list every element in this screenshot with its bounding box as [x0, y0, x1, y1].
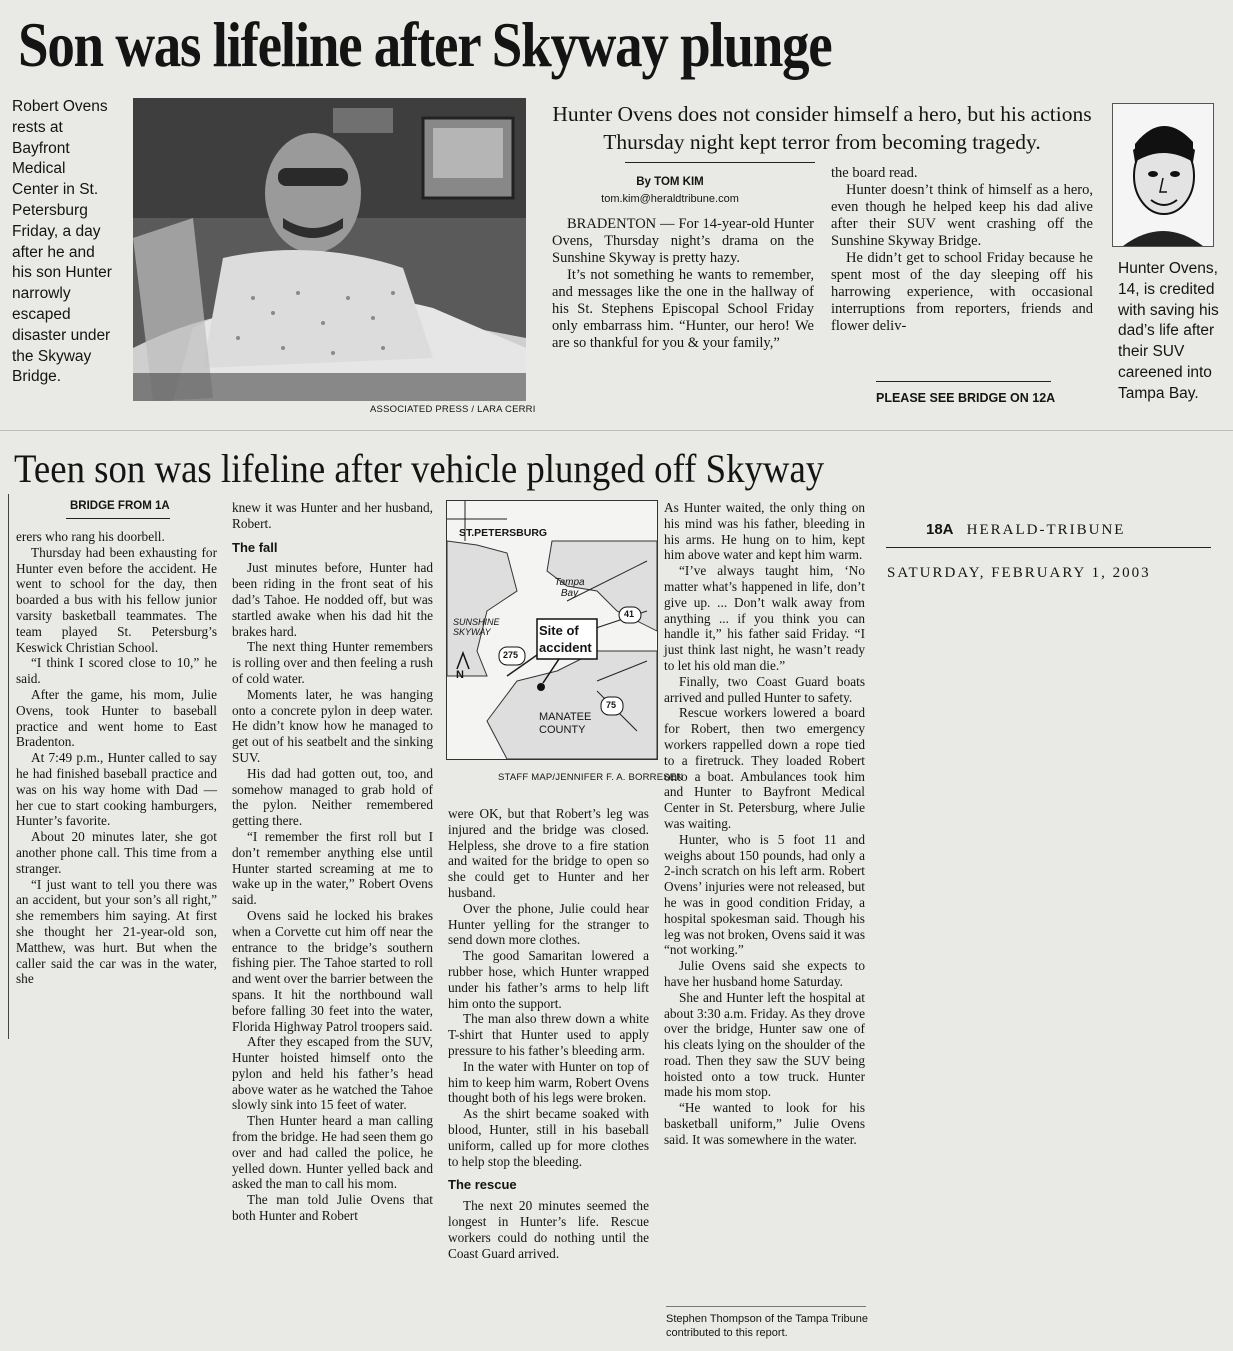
map-credit: STAFF MAP/JENNIFER F. A. BORRESEN [498, 772, 684, 783]
deck: Hunter Ovens does not consider himself a hero, but his actions Thursday night kept terror from becoming tragedy. [552, 102, 1092, 154]
jump-rule [876, 381, 1051, 382]
mug-caption-line: careened into [1118, 363, 1212, 381]
left-column-rule [8, 494, 9, 1039]
folio [926, 519, 1125, 539]
mug-caption-line: with saving his [1118, 301, 1219, 319]
jump-column-3 [448, 806, 649, 1261]
photo-caption-line: Center in St. [12, 181, 99, 199]
paragraph: “I just want to tell you there was an accident, but your son’s all right,” she remembers him saying. At first she thought her 21-year-old son, Matthew, was hurt. But when the caller said the car was in the water, she [16, 876, 217, 987]
map-label-site-of-accident: Site of accident [539, 623, 592, 655]
map-label-sunshine-skyway: SUNSHINE SKYWAY [453, 617, 500, 637]
page-number: 18A [926, 521, 954, 538]
hospital-photo-image [133, 98, 526, 401]
paragraph: About 20 minutes later, she got another phone call. This time from a stranger. [16, 829, 217, 876]
jump-line: PLEASE SEE BRIDGE ON 12A [876, 391, 1056, 405]
mug-caption-line: Hunter Ovens, [1118, 260, 1218, 277]
photo-caption-line: rests at [12, 118, 63, 136]
hospital-photo [133, 98, 526, 401]
paragraph: Finally, two Coast Guard boats arrived and pulled Hunter to safety. [664, 673, 865, 705]
paragraph: Over the phone, Julie could hear Hunter yelling for the stranger to send down more clothes. [448, 900, 649, 948]
paragraph: Moments later, he was hanging onto a concrete pylon in deep water. He didn’t know how he managed to get out of his seatbelt and the sinking SUV. [232, 686, 433, 765]
jump-column-1 [16, 529, 217, 987]
jump-from: BRIDGE FROM 1A [70, 500, 170, 512]
photo-caption-line: Medical [12, 160, 66, 178]
paragraph: Rescue workers lowered a board for Robert, then two emergency workers rappelled down a rope tied to a firetruck. They loaded Robert onto a boat. Ambulances took him and Hunter to Bayfront Medical Center in St. Petersburg, where Julie was waiting. [664, 705, 865, 831]
photo-caption-line: narrowly [12, 285, 71, 303]
jump-column-2 [232, 500, 433, 1224]
photo-credit: ASSOCIATED PRESS / LARA CERRI [370, 404, 536, 415]
paragraph: The good Samaritan lowered a rubber hose, which Hunter wrapped under his father’s arms to help lift him onto the support. [448, 948, 649, 1011]
paragraph: Then Hunter heard a man calling from the bridge. He had seen them go over and had called the police, he yelled down. Hunter yelled back and asked the man to call his mom. [232, 1113, 433, 1192]
paragraph: Hunter doesn’t think of himself as a hero, even though he helped keep his dad alive after their SUV went crashing off the Sunshine Skyway Bridge. [831, 182, 1093, 249]
photo-caption-line: the Skyway [12, 347, 92, 365]
paragraph: The next thing Hunter remembers is rolling over and then feeling a rush of cold water. [232, 639, 433, 686]
photo-caption-line: his son Hunter [12, 264, 112, 282]
paper-name: HERALD-TRIBUNE [966, 522, 1126, 538]
byline-rule [625, 162, 815, 163]
paragraph: “I’ve always taught him, ‘No matter what’s happened in life, don’t give up. ... Don’t walk away from anything ... if you think you can handle it,” his father said Friday. “I just think last night, he wasn’t ready to let his old man die.” [664, 563, 865, 673]
paragraph: Julie Ovens said she expects to have her husband home Saturday. [664, 958, 865, 989]
photo-caption-line: after he and [12, 243, 95, 261]
paragraph: Just minutes before, Hunter had been riding in the front seat of his dad’s Tahoe. He nodded off, but was startled awake when his dad hit the brakes hard. [232, 560, 433, 639]
map-north-arrow: N [456, 669, 464, 681]
photo-caption [12, 97, 127, 388]
paragraph: As Hunter waited, the only thing on his mind was his father, bleeding in his arms. He hung on to him, kept him above water and kept him warm. [664, 500, 865, 563]
contributor-note: Stephen Thompson of the Tampa Tribune contributed to this report. [666, 1313, 869, 1339]
paragraph: knew it was Hunter and her husband, Robert. [232, 500, 433, 531]
paragraph: After the game, his mom, Julie Ovens, took Hunter to baseball practice and went home to East Bradenton. [16, 686, 217, 750]
clipping-divider [0, 430, 1233, 431]
paragraph: At 7:49 p.m., Hunter called to say he had finished baseball practice and was on his way home with Dad — her cue to start cooking hamburgers, Hunter’s favorite. [16, 750, 217, 829]
photo-caption-line: Robert Ovens [12, 98, 108, 115]
paragraph: The next 20 minutes seemed the longest in Hunter’s life. Rescue workers could do nothing until the Coast Guard arrived. [448, 1198, 649, 1261]
paragraph: the board read. [831, 165, 918, 181]
mug-caption-line: Tampa Bay. [1118, 384, 1199, 402]
paragraph: As the shirt became soaked with blood, Hunter, still in his baseball uniform, called up for more clothes to help stop the bleeding. [448, 1106, 649, 1169]
byline-author: By TOM KIM [636, 176, 704, 188]
folio-date: SATURDAY, FEBRUARY 1, 2003 [887, 565, 1151, 581]
paragraph: “He wanted to look for his basketball uniform,” Julie Ovens said. It was somewhere in the water. [664, 1100, 865, 1147]
subhead-the-rescue: The rescue [448, 1177, 517, 1193]
mug-caption-line: 14, is credited [1118, 280, 1215, 298]
paragraph: In the water with Hunter on top of him to keep him warm, Robert Ovens thought both of his legs were broken. [448, 1058, 649, 1106]
paragraph: His dad had gotten out, too, and somehow managed to grab hold of the pylon. Neither remembered getting there. [232, 765, 433, 829]
folio-rule [886, 547, 1211, 548]
paragraph: She and Hunter left the hospital at about 3:30 a.m. Friday. As they drove over the bridge, Hunter saw one of his cleats lying on the shoulder of the road. Then they saw the SUV being hoisted onto a tow truck. Hunter made his mom stop. [664, 989, 865, 1100]
jump-headline: Teen son was lifeline after vehicle plunged off Skyway [14, 446, 825, 491]
paragraph: He didn’t get to school Friday because he spent most of the day sleeping off his harrowing experience, with occasional interruptions from reporters, friends and flower deliv- [831, 250, 1093, 334]
subhead-the-fall: The fall [232, 539, 278, 555]
contributor-rule [666, 1306, 866, 1307]
map-label-manatee-county: MANATEE COUNTY [539, 711, 592, 736]
byline-email: tom.kim@heraldtribune.com [601, 193, 739, 205]
paragraph: were OK, but that Robert’s leg was injured and the bridge was closed. Helpless, she drove to a fire station and waited for the bridge to open so she could get to Hunter and her husband. [448, 806, 649, 900]
front-column-1 [552, 216, 814, 352]
mug-caption [1118, 259, 1228, 405]
paragraph: The man told Julie Ovens that both Hunter and Robert [232, 1192, 433, 1224]
paragraph: Thursday had been exhausting for Hunter even before the accident. He went to school for the day, then boarded a bus with his fellow junior varsity basketball teammates. The team played St. Petersburg’s Keswick Christian School. [16, 544, 217, 655]
paragraph: “I remember the first roll but I don’t remember anything else until Hunter started screaming at me to wake up in the water,” Robert Ovens said. [232, 828, 433, 908]
paragraph: After they escaped from the SUV, Hunter hoisted himself onto the pylon and held his father’s head above water as he watched the Tahoe slowly sink into 15 feet of water. [232, 1034, 433, 1113]
jump-from-rule [66, 518, 170, 519]
paragraph: It’s not something he wants to remember, and messages like the one in the hallway of his St. Stephens Episcopal School Friday only embarrass him. “Hunter, our hero! We are so thankful for you & your family,” [552, 267, 814, 351]
mug-photo [1112, 103, 1214, 247]
paragraph: erers who rang his doorbell. [16, 529, 165, 544]
front-column-2 [831, 165, 1093, 335]
paragraph: Hunter, who is 5 foot 11 and weighs about 150 pounds, had only a 2-inch scratch on his left arm. Robert Ovens’ injuries were not released, but he was in good condition Friday, a hospital spokesman said. Though his leg was not broken, Ovens said it was “not working.” [664, 831, 865, 958]
photo-caption-line: Bridge. [12, 368, 62, 386]
mug-caption-line: dad’s life after [1118, 322, 1215, 340]
map-label-interstate-75: 75 [606, 700, 617, 710]
locator-map [446, 500, 658, 760]
paragraph: The man also threw down a white T-shirt that Hunter used to apply pressure to his father’s bleeding arm. [448, 1011, 649, 1058]
paragraph: “I think I scored close to 10,” he said. [16, 655, 217, 687]
jump-column-4 [664, 500, 865, 1148]
mug-caption-line: their SUV [1118, 343, 1185, 361]
mug-photo-image [1113, 104, 1213, 246]
paragraph: Ovens said he locked his brakes when a Corvette cut him off near the entrance to the bridge’s southern fishing pier. The Tahoe started to roll and went over the barrier between the spans. It hit the northbound wall before falling 30 feet into the water, Florida Highway Patrol troopers said. [232, 907, 433, 1034]
map-label-st-petersburg: ST.PETERSBURG [459, 527, 548, 539]
photo-caption-line: disaster under [12, 326, 111, 344]
photo-caption-line: Friday, a day [12, 222, 101, 240]
map-label-tampa-bay: Tampa Bay [554, 577, 585, 599]
map-label-interstate-275: 275 [503, 650, 519, 660]
photo-caption-line: Petersburg [12, 201, 88, 219]
map-label-highway-41: 41 [624, 609, 635, 619]
front-headline: Son was lifeline after Skyway plunge [18, 9, 832, 80]
paragraph: BRADENTON — For 14-year-old Hunter Ovens, Thursday night’s drama on the Sunshine Skyway is pretty hazy. [552, 216, 814, 266]
photo-caption-line: Bayfront [12, 139, 70, 157]
photo-caption-line: escaped [12, 305, 71, 323]
